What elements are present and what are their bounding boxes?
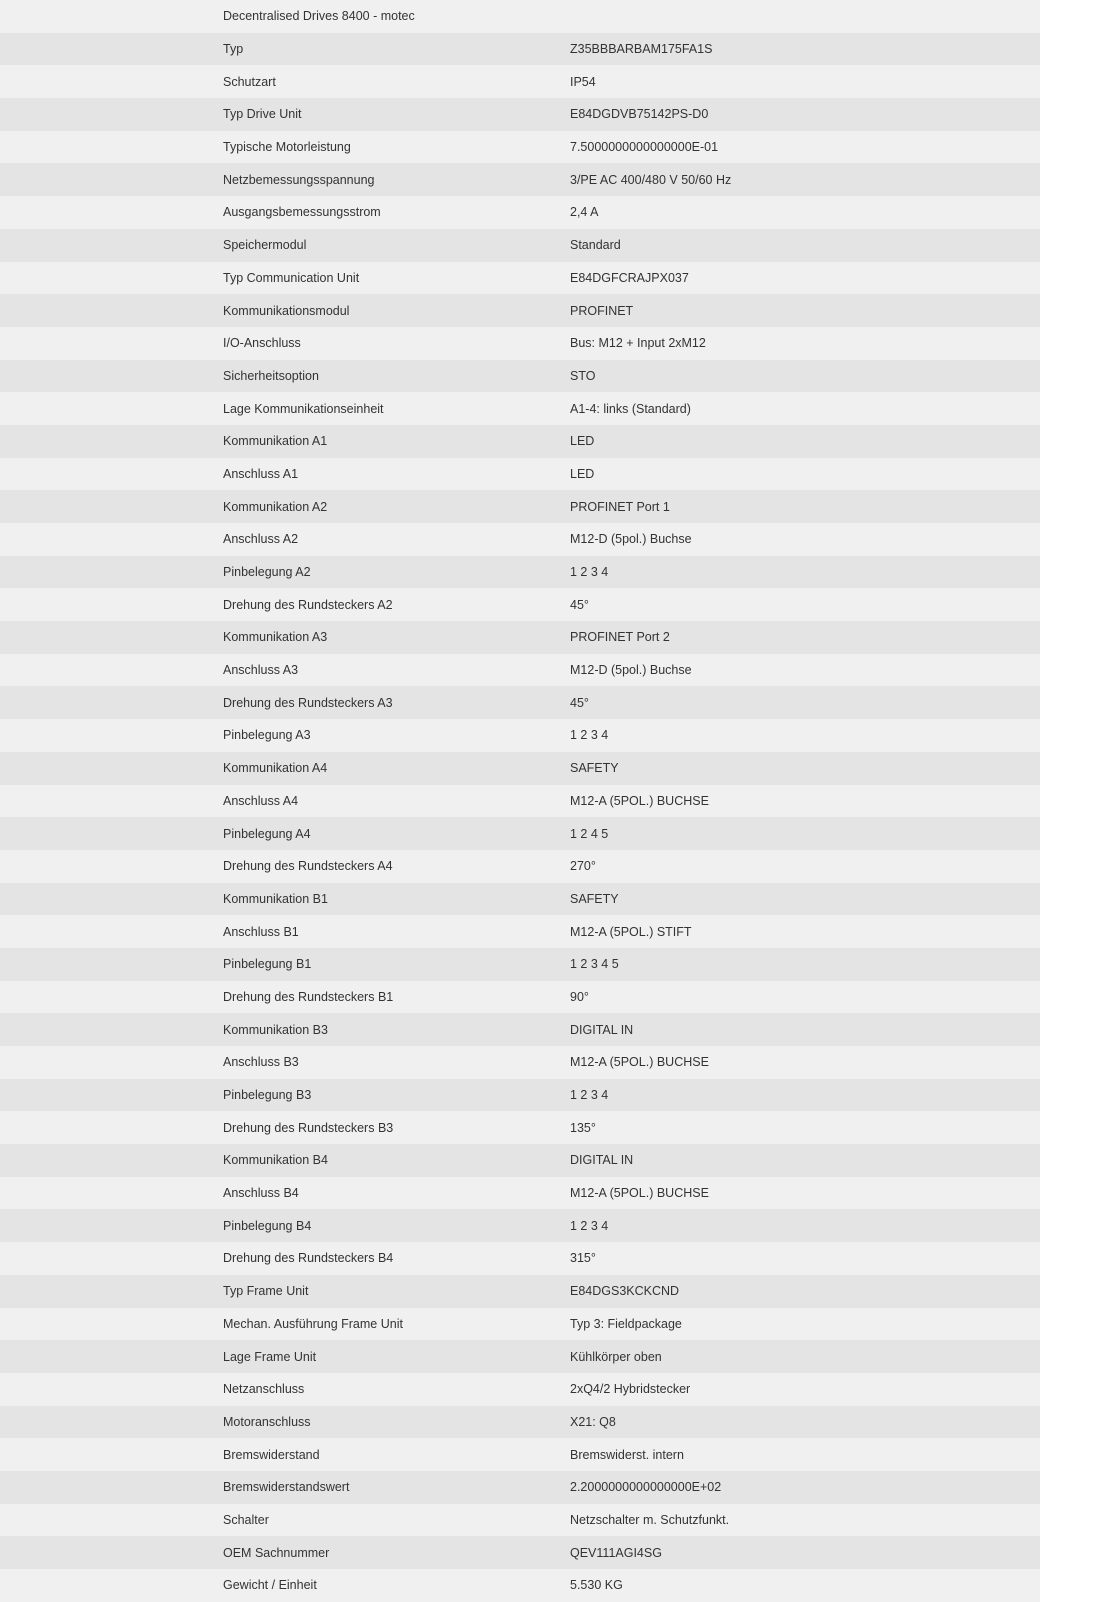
table-row <box>0 131 1040 164</box>
table-row <box>0 360 1040 393</box>
row-label: Schutzart <box>223 74 276 89</box>
row-value: M12-A (5POL.) STIFT <box>570 924 692 939</box>
row-label: Anschluss B1 <box>223 924 299 939</box>
row-value: Bus: M12 + Input 2xM12 <box>570 336 706 351</box>
table-row <box>0 948 1040 981</box>
row-value: 270° <box>570 859 596 874</box>
table-row <box>0 33 1040 66</box>
row-label: Kommunikation B4 <box>223 1153 328 1168</box>
row-value: Kühlkörper oben <box>570 1349 662 1364</box>
table-row <box>0 392 1040 425</box>
row-label: Drehung des Rundsteckers A4 <box>223 859 393 874</box>
row-value: PROFINET Port 2 <box>570 630 670 645</box>
table-row <box>0 196 1040 229</box>
row-value: DIGITAL IN <box>570 1022 634 1037</box>
row-label: OEM Sachnummer <box>223 1545 330 1560</box>
table-row <box>0 262 1040 295</box>
table-row <box>0 1046 1040 1079</box>
table-row <box>0 556 1040 589</box>
table-row <box>0 1536 1040 1569</box>
row-label: Anschluss A3 <box>223 663 299 678</box>
row-label: Netzbemessungsspannung <box>223 172 375 187</box>
row-value: QEV111AGI4SG <box>570 1545 662 1560</box>
row-value: Standard <box>570 238 621 253</box>
row-label: Pinbelegung B3 <box>223 1088 312 1103</box>
row-label: Kommunikation A1 <box>223 434 328 449</box>
table-row <box>0 98 1040 131</box>
table-row <box>0 294 1040 327</box>
row-value: 45° <box>570 597 589 612</box>
row-value: E84DGS3KCKCND <box>570 1284 680 1299</box>
table-row <box>0 1111 1040 1144</box>
table-row <box>0 1079 1040 1112</box>
table-row <box>0 1340 1040 1373</box>
row-label: Kommunikation B3 <box>223 1022 328 1037</box>
row-value: M12-A (5POL.) BUCHSE <box>570 793 709 808</box>
row-value: Bremswiderst. intern <box>570 1447 684 1462</box>
row-label: Kommunikationsmodul <box>223 303 350 318</box>
table-row <box>0 1275 1040 1308</box>
row-value: PROFINET Port 1 <box>570 499 670 514</box>
row-label: Speichermodul <box>223 238 307 253</box>
table-row <box>0 1177 1040 1210</box>
table-row <box>0 1438 1040 1471</box>
row-label: Typ Communication Unit <box>223 270 360 285</box>
table-row <box>0 458 1040 491</box>
row-value: 90° <box>570 989 589 1004</box>
row-label: Bremswiderstandswert <box>223 1480 350 1495</box>
row-label: Drehung des Rundsteckers B1 <box>223 989 394 1004</box>
row-value: Z35BBBARBAM175FA1S <box>570 42 713 57</box>
row-label: Kommunikation B1 <box>223 891 328 906</box>
table-row <box>0 1242 1040 1275</box>
table-row <box>0 490 1040 523</box>
row-value: 135° <box>570 1120 596 1135</box>
table-row <box>0 65 1040 98</box>
table-row <box>0 1471 1040 1504</box>
row-value: Netzschalter m. Schutzfunkt. <box>570 1512 730 1527</box>
row-label: Typ Frame Unit <box>223 1284 309 1299</box>
table-row <box>0 654 1040 687</box>
row-value: 1 2 3 4 <box>570 1218 609 1233</box>
row-label: Drehung des Rundsteckers A2 <box>223 597 393 612</box>
row-value: E84DGDVB75142PS-D0 <box>570 107 709 122</box>
row-label: Sicherheitsoption <box>223 368 319 383</box>
row-label: Drehung des Rundsteckers B3 <box>223 1120 394 1135</box>
row-label: Typ Drive Unit <box>223 107 302 122</box>
row-label: Pinbelegung A4 <box>223 826 311 841</box>
row-value: M12-A (5POL.) BUCHSE <box>570 1186 709 1201</box>
table-row <box>0 850 1040 883</box>
row-label: Typische Motorleistung <box>223 140 351 155</box>
table-row <box>0 229 1040 262</box>
row-label: Typ <box>223 42 244 57</box>
row-value: 1 2 3 4 5 <box>570 957 619 972</box>
table-row <box>0 523 1040 556</box>
table-row <box>0 1308 1040 1341</box>
row-value: 1 2 3 4 <box>570 1088 609 1103</box>
table-row <box>0 1569 1040 1602</box>
row-value: 2.2000000000000000E+02 <box>570 1480 722 1495</box>
row-value: Typ 3: Fieldpackage <box>570 1316 682 1331</box>
row-label: Netzanschluss <box>223 1382 305 1397</box>
table-row <box>0 981 1040 1014</box>
row-label: Decentralised Drives 8400 - motec <box>223 9 415 24</box>
row-label: Pinbelegung B4 <box>223 1218 312 1233</box>
table-row <box>0 915 1040 948</box>
table-row <box>0 1406 1040 1439</box>
row-value: E84DGFCRAJPX037 <box>570 270 689 285</box>
table-row <box>0 588 1040 621</box>
row-value: 3/PE AC 400/480 V 50/60 Hz <box>570 172 732 187</box>
row-label: Pinbelegung A2 <box>223 565 311 580</box>
row-value: X21: Q8 <box>570 1414 616 1429</box>
row-value: LED <box>570 466 595 481</box>
row-value: STO <box>570 368 596 383</box>
row-value: 1 2 4 5 <box>570 826 609 841</box>
row-label: Anschluss A4 <box>223 793 299 808</box>
row-value: 5.530 KG <box>570 1578 623 1593</box>
table-row <box>0 163 1040 196</box>
row-label: Mechan. Ausführung Frame Unit <box>223 1316 403 1331</box>
row-value: 315° <box>570 1251 596 1266</box>
row-label: Lage Kommunikationseinheit <box>223 401 384 416</box>
row-value: LED <box>570 434 595 449</box>
table-row <box>0 1144 1040 1177</box>
table-row <box>0 785 1040 818</box>
row-value: IP54 <box>570 74 596 89</box>
row-label: Pinbelegung A3 <box>223 728 311 743</box>
row-value: 2,4 A <box>570 205 599 220</box>
table-row <box>0 1209 1040 1242</box>
table-row <box>0 817 1040 850</box>
row-label: Anschluss B4 <box>223 1186 299 1201</box>
row-label: Gewicht / Einheit <box>223 1578 317 1593</box>
row-label: Drehung des Rundsteckers A3 <box>223 695 393 710</box>
row-label: Bremswiderstand <box>223 1447 320 1462</box>
row-label: Kommunikation A3 <box>223 630 328 645</box>
row-label: Ausgangsbemessungsstrom <box>223 205 381 220</box>
table-row <box>0 883 1040 916</box>
table-row <box>0 1504 1040 1537</box>
row-label: Lage Frame Unit <box>223 1349 317 1364</box>
row-value: 7.5000000000000000E-01 <box>570 140 719 155</box>
row-value: SAFETY <box>570 891 619 906</box>
table-row <box>0 752 1040 785</box>
table-row <box>0 1373 1040 1406</box>
row-label: Anschluss A1 <box>223 466 299 481</box>
row-value <box>570 0 1040 33</box>
row-label: Drehung des Rundsteckers B4 <box>223 1251 394 1266</box>
table-row <box>0 0 1040 33</box>
table-row <box>0 425 1040 458</box>
row-label: Kommunikation A4 <box>223 761 328 776</box>
row-label: Anschluss A2 <box>223 532 299 547</box>
table-row <box>0 1013 1040 1046</box>
row-label: Kommunikation A2 <box>223 499 328 514</box>
row-label: Motoranschluss <box>223 1414 311 1429</box>
row-label: Pinbelegung B1 <box>223 957 312 972</box>
row-value: SAFETY <box>570 761 619 776</box>
row-value: 45° <box>570 695 589 710</box>
table-row <box>0 719 1040 752</box>
row-value: PROFINET <box>570 303 634 318</box>
row-label: I/O-Anschluss <box>223 336 301 351</box>
row-value: 1 2 3 4 <box>570 728 609 743</box>
row-value: 1 2 3 4 <box>570 565 609 580</box>
row-value: A1-4: links (Standard) <box>570 401 691 416</box>
row-value: M12-A (5POL.) BUCHSE <box>570 1055 709 1070</box>
table-row <box>0 327 1040 360</box>
row-value: 2xQ4/2 Hybridstecker <box>570 1382 691 1397</box>
row-value: M12-D (5pol.) Buchse <box>570 663 692 678</box>
table-row <box>0 621 1040 654</box>
row-label: Anschluss B3 <box>223 1055 299 1070</box>
row-value: DIGITAL IN <box>570 1153 634 1168</box>
table-row <box>0 686 1040 719</box>
row-label: Schalter <box>223 1512 269 1527</box>
row-value: M12-D (5pol.) Buchse <box>570 532 692 547</box>
